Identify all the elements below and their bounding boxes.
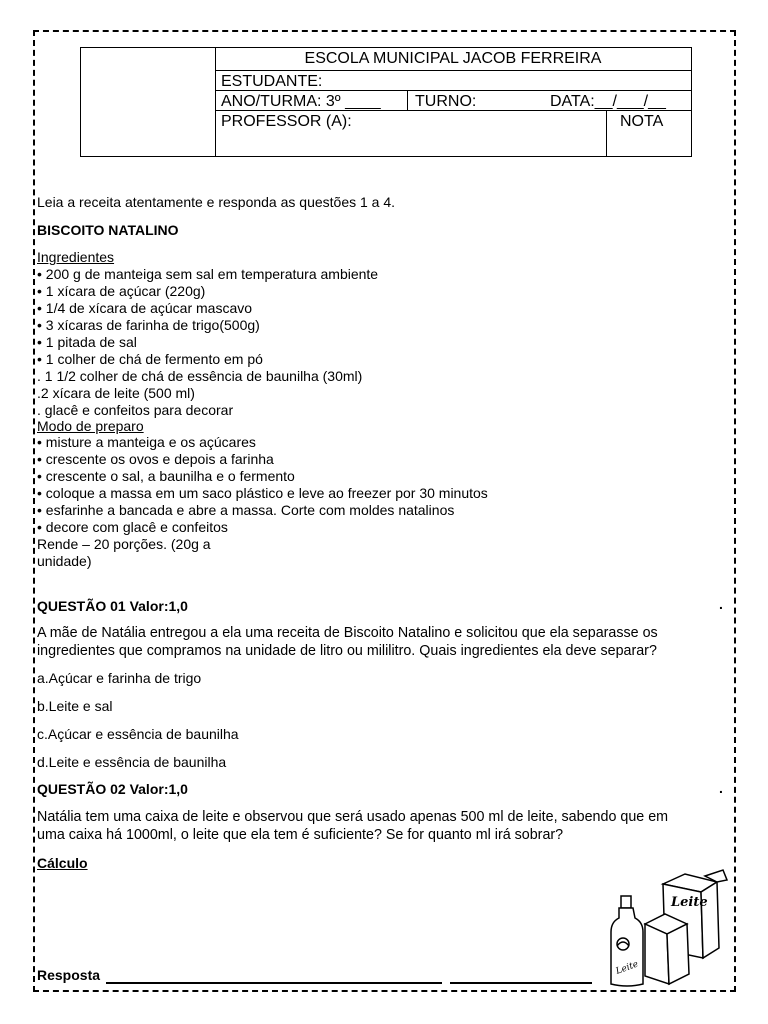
header-table bbox=[80, 47, 692, 157]
ingredient-item: • 3 xícaras de farinha de trigo(500g) bbox=[37, 317, 260, 333]
teacher-field: PROFESSOR (A): bbox=[221, 113, 352, 130]
grade-field: NOTA bbox=[620, 113, 664, 130]
logo-cell bbox=[81, 48, 216, 156]
class-row bbox=[215, 91, 691, 111]
answer-line bbox=[450, 982, 592, 984]
answer-label: Resposta bbox=[37, 967, 101, 983]
ingredients-heading: Ingredientes bbox=[37, 249, 115, 265]
ingredient-item: . 1 1/2 colher de chá de essência de baunilha (30ml) bbox=[37, 368, 363, 384]
ingredient-item: • 1 pitada de sal bbox=[37, 334, 137, 350]
small-carton-icon bbox=[645, 914, 689, 984]
dot-mark: . bbox=[719, 596, 723, 612]
divider bbox=[606, 111, 607, 156]
method-step: • coloque a massa em um saco plástico e leve ao freezer por 30 minutos bbox=[37, 485, 488, 501]
ingredient-item: .2 xícara de leite (500 ml) bbox=[37, 385, 195, 401]
question-1-option: b.Leite e sal bbox=[37, 698, 113, 714]
ingredient-item: • 1 xícara de açúcar (220g) bbox=[37, 283, 206, 299]
divider bbox=[407, 91, 408, 110]
question-1-option: d.Leite e essência de baunilha bbox=[37, 754, 227, 770]
calc-label: Cálculo bbox=[37, 855, 88, 871]
answer-line bbox=[106, 982, 442, 984]
ingredient-item: • 200 g de manteiga sem sal em temperatura ambiente bbox=[37, 266, 379, 282]
school-name: ESCOLA MUNICIPAL JACOB FERREIRA bbox=[215, 48, 691, 71]
method-step: • esfarinhe a bancada e abre a massa. Corte com moldes natalinos bbox=[37, 502, 455, 518]
method-step: • crescente o sal, a baunilha e o fermento bbox=[37, 468, 295, 484]
carton-label: Leite bbox=[671, 895, 708, 910]
method-step: • crescente os ovos e depois a farinha bbox=[37, 451, 274, 467]
intro-text: Leia a receita atentamente e responda as questões 1 a 4. bbox=[37, 194, 396, 210]
question-2-title: QUESTÃO 02 Valor:1,0 bbox=[37, 781, 188, 797]
question-1-text: A mãe de Natália entregou a ela uma receita de Biscoito Natalino e solicitou que ela separasse os bbox=[37, 625, 658, 641]
bottle-label: Leite bbox=[614, 959, 640, 977]
question-1-title: QUESTÃO 01 Valor:1,0 bbox=[37, 598, 188, 614]
question-1-option: a.Açúcar e farinha de trigo bbox=[37, 670, 202, 686]
ingredient-item: • 1/4 de xícara de açúcar mascavo bbox=[37, 300, 253, 316]
question-2-text: Natália tem uma caixa de leite e observou que será usado apenas 500 ml de leite, sabendo que em bbox=[37, 809, 669, 825]
method-heading: Modo de preparo bbox=[37, 418, 144, 434]
milk-illustration bbox=[605, 866, 733, 988]
method-step: • misture a manteiga e os açúcares bbox=[37, 434, 256, 450]
shift-field: TURNO: bbox=[415, 93, 477, 110]
ingredient-item: • 1 colher de chá de fermento em pó bbox=[37, 351, 263, 367]
question-2-text: uma caixa há 1000ml, o leite que ela tem é suficiente? Se for quanto ml irá sobrar? bbox=[37, 827, 564, 843]
dot-mark: . bbox=[719, 780, 723, 796]
method-step: • decore com glacê e confeitos bbox=[37, 519, 228, 535]
teacher-row bbox=[215, 111, 691, 156]
question-1-text: ingredientes que compramos na unidade de litro ou mililitro. Quais ingredientes ela deve separar? bbox=[37, 643, 657, 659]
student-field: ESTUDANTE: bbox=[215, 71, 691, 91]
ingredient-item: . glacê e confeitos para decorar bbox=[37, 402, 234, 418]
yield-text: Rende – 20 porções. (20g a bbox=[37, 536, 211, 552]
date-field: DATA:__/___/__ bbox=[550, 93, 666, 110]
recipe-title: BISCOITO NATALINO bbox=[37, 222, 179, 238]
year-class-field: ANO/TURMA: 3º ____ bbox=[221, 93, 381, 110]
bottle-icon bbox=[611, 896, 643, 986]
question-1-option: c.Açúcar e essência de baunilha bbox=[37, 726, 239, 742]
yield-text: unidade) bbox=[37, 553, 92, 569]
